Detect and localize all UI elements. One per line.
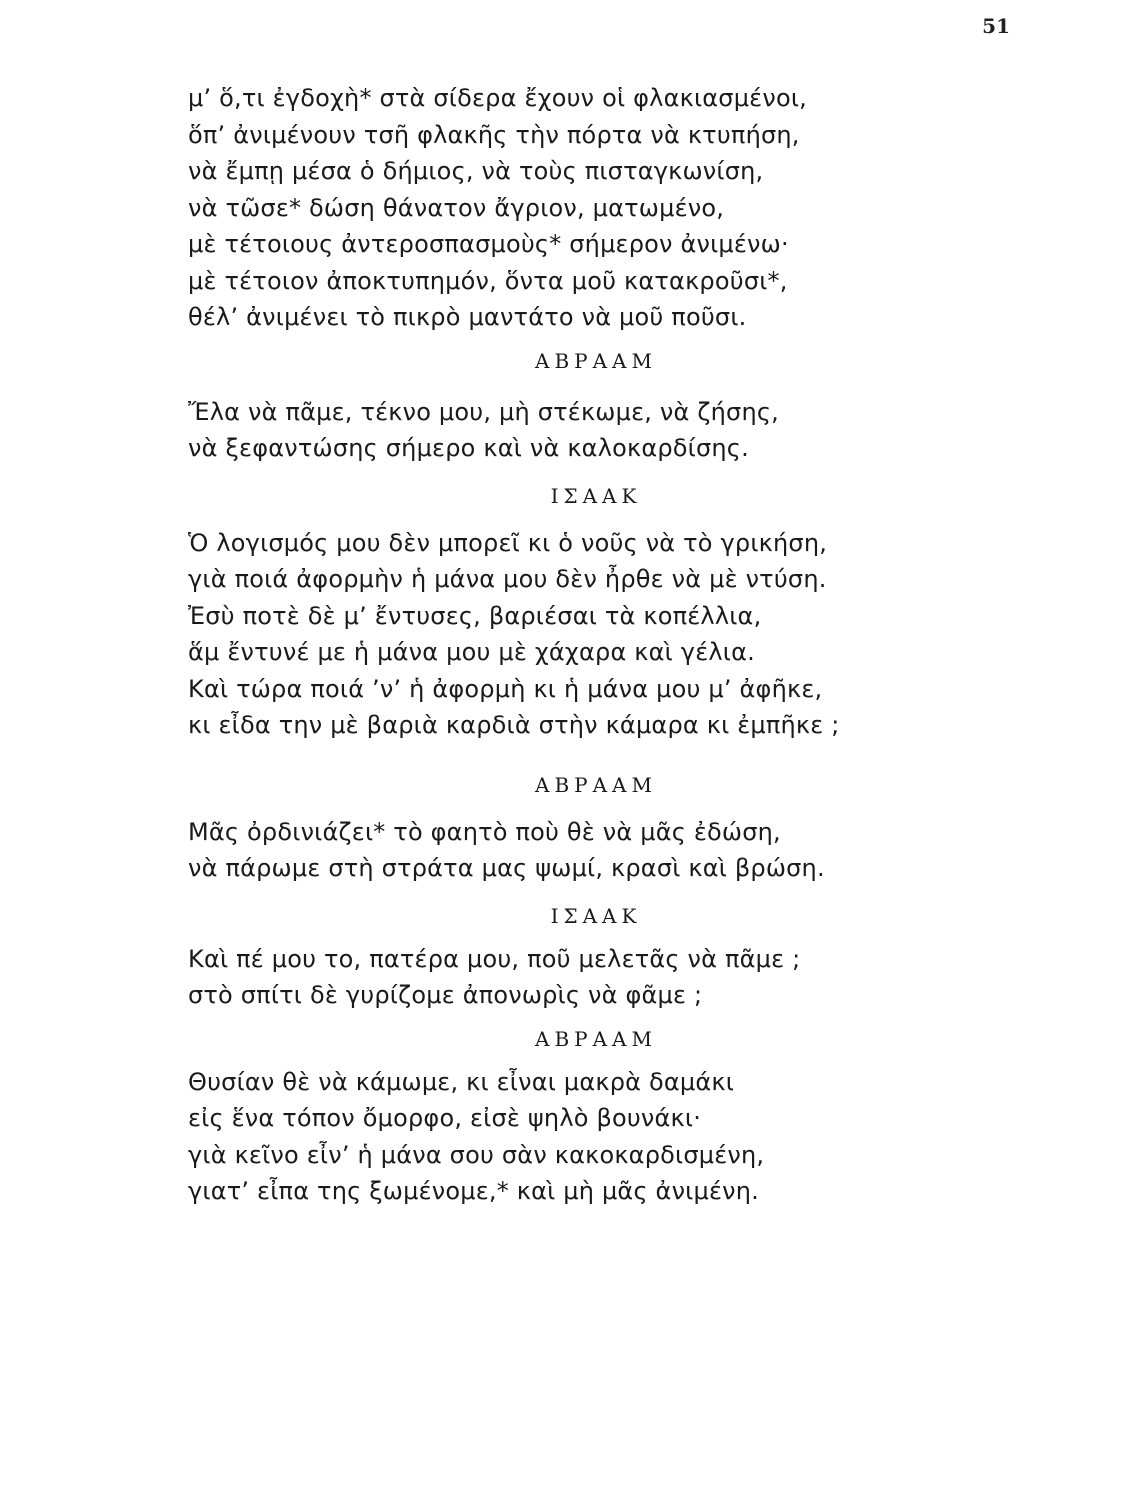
verse-line: νὰ ξεφαντώσης σήμερο καὶ νὰ καλοκαρδίσης. (188, 434, 749, 462)
stanza-1 (188, 80, 988, 336)
verse-line: γιὰ ποιά ἀφορμὴν ἡ μάνα μου δὲν ἦρθε νὰ μὲ ντύση. (188, 565, 827, 593)
verse-line: ὅπ’ ἀνιμένουν τσῆ φλακῆς τὴν πόρτα νὰ κτυπήση, (188, 120, 800, 149)
verse-line: Ὁ λογισμός μου δὲν μπορεῖ κι ὁ νοῦς νὰ τὸ γρικήση, (188, 528, 828, 557)
verse-line: Ἔλα νὰ πᾶμε, τέκνο μου, μὴ στέκωμε, νὰ ζήσης, (188, 397, 779, 426)
stanza-2 (188, 394, 988, 467)
verse-line: Μᾶς ὀρδινιάζει* τὸ φαητὸ ποὺ θὲ νὰ μᾶς ἐδώση, (188, 817, 781, 846)
verse-line: γιατ’ εἶπα της ξωμένομε,* καὶ μὴ μᾶς ἀνιμένη. (188, 1177, 759, 1205)
stanza-5 (188, 941, 988, 1014)
verse-line: θέλ’ ἀνιμένει τὸ πικρὸ μαντάτο νὰ μοῦ ποῦσι. (188, 303, 747, 331)
poem-text (188, 80, 988, 1210)
verse-line: μὲ τέτοιους ἀντεροσπασμοὺς* σήμερον ἀνιμένω· (188, 230, 789, 258)
speaker-heading: ΑΒΡΑΑΜ (535, 772, 657, 797)
speaker-heading: ΙΣΑΑΚ (550, 903, 642, 928)
verse-line: ἅμ ἔντυνέ με ἡ μάνα μου μὲ χάχαρα καὶ γέλια. (188, 638, 755, 666)
verse-line: εἰς ἕνα τόπον ὄμορφο, εἰσὲ ψηλὸ βουνάκι· (188, 1104, 702, 1132)
speaker-heading: ΙΣΑΑΚ (550, 483, 642, 508)
verse-line: Θυσίαν θὲ νὰ κάμωμε, κι εἶναι μακρὰ δαμάκι (188, 1067, 735, 1096)
verse-line: γιὰ κεῖνο εἶν’ ἡ μάνα σου σὰν κακοκαρδισμένη, (188, 1140, 765, 1169)
stanza-3 (188, 525, 988, 744)
verse-line: νὰ ἔμπῃ μέσα ὁ δήμιος, νὰ τοὺς πισταγκωνίση, (188, 157, 764, 185)
verse-line: κι εἶδα την μὲ βαριὰ καρδιὰ στὴν κάμαρα κι ἐμπῆκε ; (188, 711, 840, 739)
verse-line: μ’ ὅ,τι ἐγδοχὴ* στὰ σίδερα ἔχουν οἱ φλακιασμένοι, (188, 84, 807, 112)
verse-line: Καὶ πέ μου το, πατέρα μου, ποῦ μελετᾶς νὰ πᾶμε ; (188, 944, 801, 973)
speaker-heading: ΑΒΡΑΑΜ (535, 1026, 657, 1051)
verse-line: νὰ πάρωμε στὴ στράτα μας ψωμί, κρασὶ καὶ βρώση. (188, 854, 825, 882)
verse-line: Ἐσὺ ποτὲ δὲ μ’ ἔντυσες, βαριέσαι τὰ κοπέλλια, (188, 601, 762, 630)
verse-line: στὸ σπίτι δὲ γυρίζομε ἀπονωρὶς νὰ φᾶμε ; (188, 981, 703, 1009)
page-number: 51 (982, 14, 1010, 38)
speaker-heading: ΑΒΡΑΑΜ (535, 348, 657, 373)
stanza-6 (188, 1064, 988, 1210)
verse-line: νὰ τῶσε* δώση θάνατον ἄγριον, ματωμένο, (188, 193, 725, 222)
stanza-4 (188, 814, 988, 887)
verse-line: μὲ τέτοιον ἀποκτυπημόν, ὅντα μοῦ κατακροῦσι*, (188, 266, 788, 295)
verse-line: Καὶ τώρα ποιά ’ν’ ἡ ἀφορμὴ κι ἡ μάνα μου μ’ ἀφῆκε, (188, 674, 823, 703)
